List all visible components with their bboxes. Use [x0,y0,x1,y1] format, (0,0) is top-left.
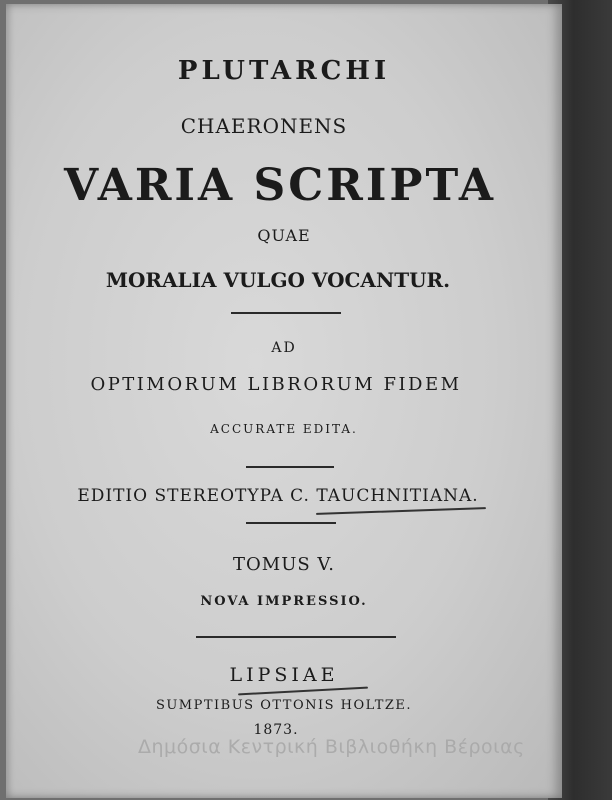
quae-line: QUAE [257,226,311,245]
divider-3 [246,522,336,524]
author: PLUTARCHI [177,56,391,86]
tomus-line: TOMUS V. [233,554,335,575]
publisher-line: SUMPTIBUS OTTONIS HOLTZE. [155,698,413,713]
ad-line: AD [271,340,297,356]
place-underline [238,687,368,696]
pencil-underline [316,507,486,515]
accurate-line: ACCURATE EDITA. [210,422,358,436]
author-origin: CHAERONENS [180,114,348,138]
subtitle: MORALIA VULGO VOCANTUR. [105,268,451,292]
place-line: LIPSIAE [229,664,339,686]
divider-1 [231,312,341,314]
year-line: 1873. [253,722,299,738]
divider-2 [246,466,334,468]
editio-line: EDITIO STEREOTYPA C. TAUCHNITIANA. [77,486,479,506]
main-title: VARIA SCRIPTA [64,160,496,211]
divider-4 [196,636,396,638]
fidem-line: OPTIMORUM LIBRORUM FIDEM [90,374,462,395]
title-page [6,4,562,798]
nova-line: NOVA IMPRESSIO. [200,594,368,609]
library-watermark: Δημόσια Κεντρική Βιβλιοθήκη Βέροιας [138,736,525,758]
